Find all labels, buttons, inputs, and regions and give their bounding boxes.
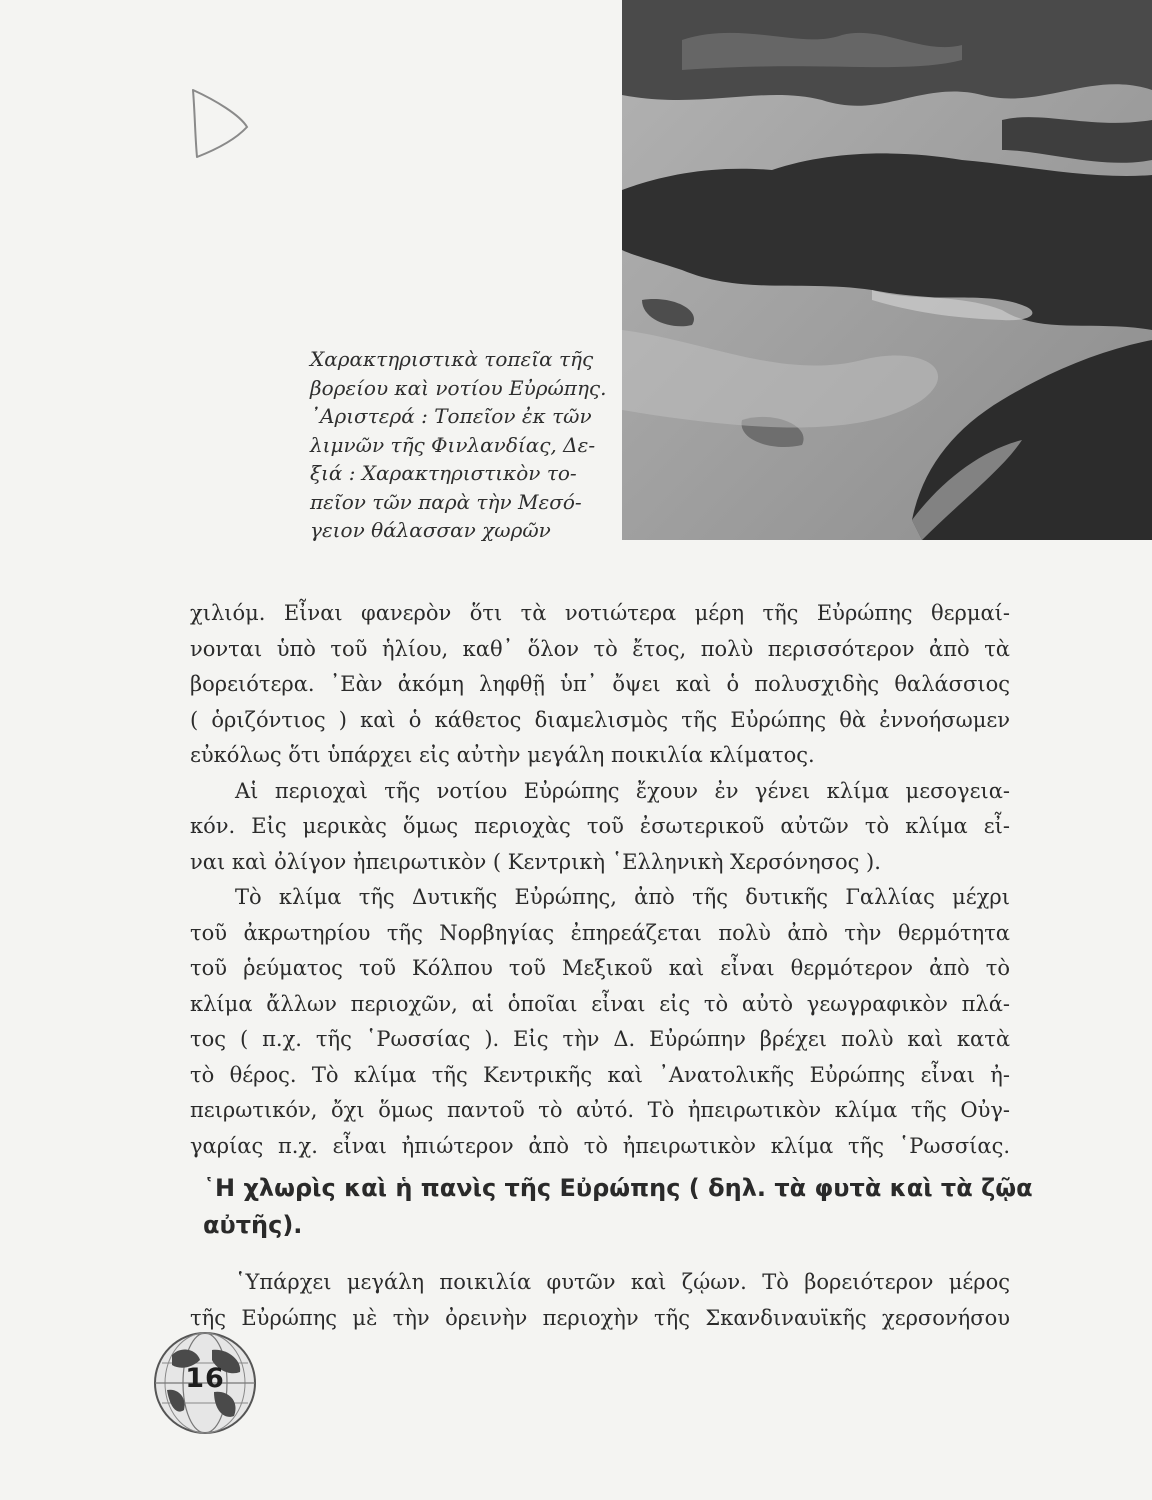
caption-line: ξιά : Χαρακτηριστικὸν το- — [310, 461, 577, 485]
text-line: τος ( π.χ. τῆς ῾Ρωσσίας ). Εἰς τὴν Δ. Εὐρώπην βρέχει πολὺ καὶ κατὰ — [190, 1027, 1010, 1051]
caption-line: Χαρακτηριστικὰ τοπεῖα τῆς — [310, 347, 594, 371]
paragraph-1 — [190, 596, 1010, 774]
text-line: νονται ὑπὸ τοῦ ἡλίου, καθ᾿ ὅλον τὸ ἔτος, πολὺ περισσότερον ἀπὸ τὰ — [190, 636, 1010, 661]
caption-line: γειον θάλασσαν χωρῶν — [310, 518, 551, 542]
text-line: χιλιόμ. Εἶναι φανερὸν ὅτι τὰ νοτιώτερα μέρη τῆς Εὐρώπης θερμαί- — [190, 601, 1010, 625]
caption-line: πεῖον τῶν παρὰ τὴν Μεσό- — [310, 489, 582, 514]
text-line: ναι καὶ ὀλίγον ἠπειρωτικὸν ( Κεντρικὴ ῾Ελληνικὴ Χερσόνησος ). — [190, 849, 881, 874]
text-line: Αἱ περιοχαὶ τῆς νοτίου Εὐρώπης ἔχουν ἐν γένει κλίμα μεσογεια- — [235, 778, 1010, 803]
caption-line: λιμνῶν τῆς Φινλανδίας, Δε- — [310, 432, 596, 457]
text-line: Τὸ κλίμα τῆς Δυτικῆς Εὐρώπης, ἀπὸ τῆς δυτικῆς Γαλλίας μέχρι — [235, 885, 1010, 909]
section-heading — [203, 1170, 1033, 1244]
paragraph-3 — [190, 880, 1010, 1164]
page-number: 16 — [185, 1363, 225, 1394]
text-line: τοῦ ῥεύματος τοῦ Κόλπου τοῦ Μεξικοῦ καὶ εἶναι θερμότερον ἀπὸ τὸ — [190, 956, 1010, 980]
heading-line: αὐτῆς). — [203, 1211, 303, 1239]
heading-line: ῾Η χλωρὶς καὶ ἡ πανὶς τῆς Εὐρώπης ( δηλ. τὰ φυτὰ καὶ τὰ ζῷα — [203, 1174, 1033, 1202]
text-line: εὐκόλως ὅτι ὑπάρχει εἰς αὐτὴν μεγάλη ποικιλία κλίματος. — [190, 743, 815, 767]
text-line: τῆς Εὐρώπης μὲ τὴν ὀρεινὴν περιοχὴν τῆς Σκανδιναυϊκῆς χερσονήσου — [190, 1305, 1010, 1330]
text-line: ( ὁριζόντιος ) καὶ ὁ κάθετος διαμελισμὸς τῆς Εὐρώπης θὰ ἐννοήσωμεν — [190, 707, 1010, 732]
text-line: τὸ θέρος. Τὸ κλίμα τῆς Κεντρικῆς καὶ ᾿Ανατολικῆς Εὐρώπης εἶναι ἠ- — [190, 1062, 1010, 1087]
text-line: κόν. Εἰς μερικὰς ὅμως περιοχὰς τοῦ ἐσωτερικοῦ αὐτῶν τὸ κλίμα εἶ- — [190, 814, 1010, 838]
caption-line: ᾿Αριστερά : Τοπεῖον ἐκ τῶν — [310, 404, 592, 428]
text-line: ῾Υπάρχει μεγάλη ποικιλία φυτῶν καὶ ζῴων. Τὸ βορειότερον μέρος — [235, 1270, 1010, 1294]
photo-image — [622, 0, 1152, 540]
text-line: πειρωτικόν, ὄχι ὅμως παντοῦ τὸ αὐτό. Τὸ ἠπειρωτικὸν κλίμα τῆς Οὐγ- — [190, 1098, 1010, 1122]
text-line: κλίμα ἄλλων περιοχῶν, αἱ ὁποῖαι εἶναι εἰς τὸ αὐτὸ γεωγραφικὸν πλά- — [190, 991, 1010, 1016]
aerial-photo — [622, 0, 1152, 540]
text-line: τοῦ ἀκρωτηρίου τῆς Νορβηγίας ἐπηρεάζεται πολὺ ἀπὸ τὴν θερμότητα — [190, 920, 1010, 945]
paragraph-2 — [190, 774, 1010, 881]
body-text-continued — [190, 1265, 1010, 1336]
text-line: βορειότερα. ᾿Εὰν ἀκόμη ληφθῇ ὑπ᾿ ὄψει καὶ ὁ πολυσχιδὴς θαλάσσιος — [190, 672, 1010, 696]
body-text — [190, 596, 1010, 1164]
pencil-mark-icon — [185, 85, 255, 165]
text-line: γαρίας π.χ. εἶναι ἠπιώτερον ἀπὸ τὸ ἠπειρωτικὸν κλίμα τῆς ῾Ρωσσίας. — [190, 1133, 1010, 1158]
photo-caption — [310, 345, 607, 545]
caption-line: βορείου καὶ νοτίου Εὐρώπης. — [310, 375, 607, 400]
